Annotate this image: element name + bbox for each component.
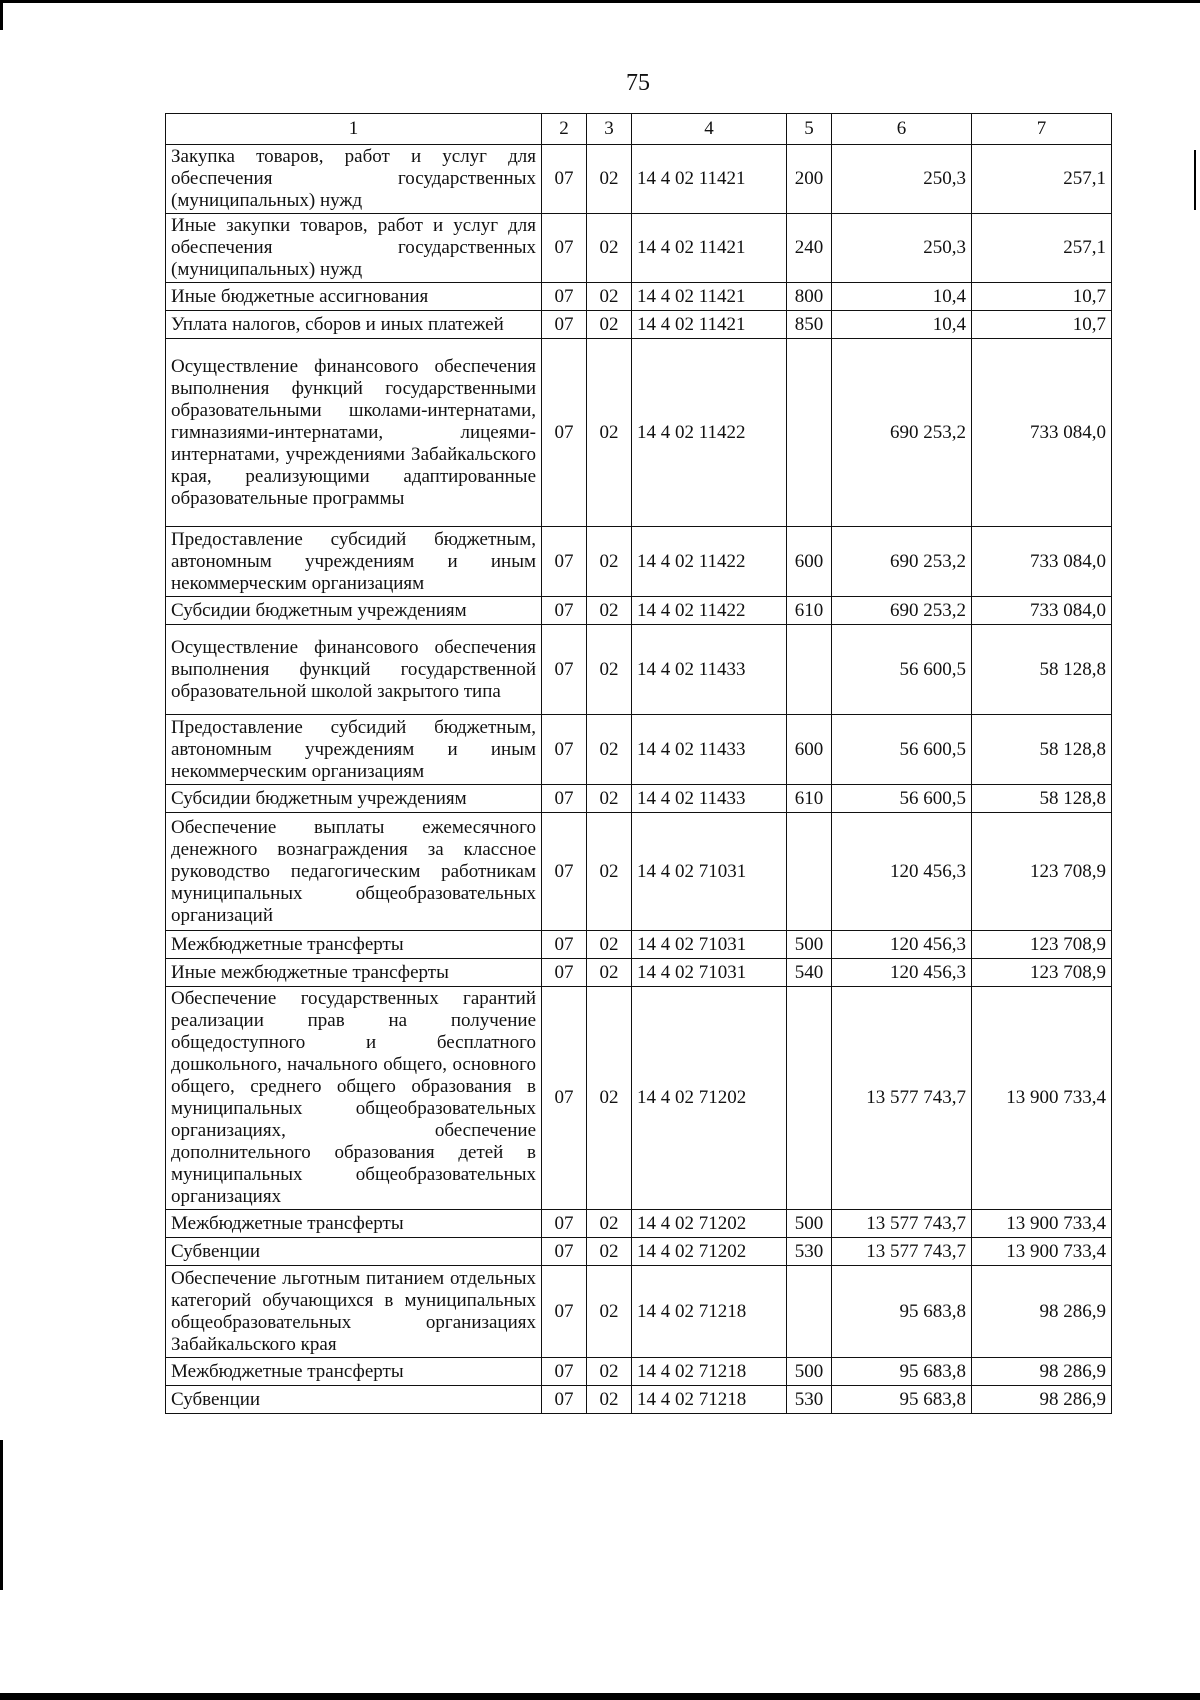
section-code: 07 [542, 625, 587, 715]
row-description: Межбюджетные трансферты [166, 1358, 542, 1386]
target-article-code: 14 4 02 11422 [632, 597, 787, 625]
amount-year-2: 58 128,8 [972, 625, 1112, 715]
section-code: 07 [542, 715, 587, 785]
amount-year-2: 257,1 [972, 214, 1112, 283]
amount-year-2: 257,1 [972, 145, 1112, 214]
amount-year-2: 733 084,0 [972, 339, 1112, 527]
subsection-code: 02 [587, 625, 632, 715]
row-description: Субвенции [166, 1386, 542, 1414]
amount-year-1: 56 600,5 [832, 625, 972, 715]
table-row [166, 1386, 1112, 1414]
amount-year-2: 98 286,9 [972, 1358, 1112, 1386]
amount-year-2: 13 900 733,4 [972, 987, 1112, 1210]
section-code: 07 [542, 785, 587, 813]
row-description: Субсидии бюджетным учреждениям [166, 597, 542, 625]
expense-type-code: 530 [787, 1386, 832, 1414]
row-description: Межбюджетные трансферты [166, 1210, 542, 1238]
subsection-code: 02 [587, 959, 632, 987]
header-row [166, 114, 1112, 145]
scan-edge-top [0, 0, 1200, 3]
amount-year-2: 733 084,0 [972, 527, 1112, 597]
section-code: 07 [542, 1386, 587, 1414]
expense-type-code: 530 [787, 1238, 832, 1266]
amount-year-1: 690 253,2 [832, 597, 972, 625]
expense-type-code: 500 [787, 931, 832, 959]
expense-type-code: 200 [787, 145, 832, 214]
subsection-code: 02 [587, 311, 632, 339]
row-description: Обеспечение льготным питанием отдельных категорий обучающихся в муниципальных общеобразовательных организациях Забайкальского края [166, 1266, 542, 1358]
row-description: Осуществление финансового обеспечения выполнения функций государственными образовательными школами-интернатами, гимназиями-интернатами, лицеями-интернатами, учреждениями Забайкальского края, реализующими адаптированные образовательные программы [166, 339, 542, 527]
row-description: Межбюджетные трансферты [166, 931, 542, 959]
table-row [166, 527, 1112, 597]
subsection-code: 02 [587, 813, 632, 931]
target-article-code: 14 4 02 11421 [632, 283, 787, 311]
section-code: 07 [542, 1358, 587, 1386]
expense-type-code: 600 [787, 715, 832, 785]
subsection-code: 02 [587, 145, 632, 214]
row-description: Иные закупки товаров, работ и услуг для обеспечения государственных (муниципальных) нужд [166, 214, 542, 283]
section-code: 07 [542, 283, 587, 311]
subsection-code: 02 [587, 1238, 632, 1266]
page-number: 75 [626, 70, 650, 96]
scan-edge-right [1194, 150, 1196, 210]
amount-year-1: 690 253,2 [832, 339, 972, 527]
target-article-code: 14 4 02 11433 [632, 785, 787, 813]
amount-year-1: 250,3 [832, 145, 972, 214]
amount-year-1: 120 456,3 [832, 813, 972, 931]
target-article-code: 14 4 02 11422 [632, 339, 787, 527]
amount-year-2: 10,7 [972, 311, 1112, 339]
row-description: Закупка товаров, работ и услуг для обеспечения государственных (муниципальных) нужд [166, 145, 542, 214]
table-row [166, 931, 1112, 959]
header-cell: 6 [832, 114, 972, 145]
target-article-code: 14 4 02 11422 [632, 527, 787, 597]
amount-year-1: 95 683,8 [832, 1386, 972, 1414]
scan-edge-left [0, 0, 3, 30]
subsection-code: 02 [587, 339, 632, 527]
subsection-code: 02 [587, 597, 632, 625]
expense-type-code: 850 [787, 311, 832, 339]
target-article-code: 14 4 02 71218 [632, 1386, 787, 1414]
subsection-code: 02 [587, 715, 632, 785]
row-description: Уплата налогов, сборов и иных платежей [166, 311, 542, 339]
subsection-code: 02 [587, 931, 632, 959]
amount-year-2: 58 128,8 [972, 785, 1112, 813]
amount-year-2: 13 900 733,4 [972, 1238, 1112, 1266]
table-row [166, 1238, 1112, 1266]
amount-year-1: 120 456,3 [832, 959, 972, 987]
header-cell: 5 [787, 114, 832, 145]
table-row [166, 715, 1112, 785]
subsection-code: 02 [587, 785, 632, 813]
expense-type-code: 610 [787, 597, 832, 625]
header-cell: 3 [587, 114, 632, 145]
section-code: 07 [542, 527, 587, 597]
amount-year-2: 13 900 733,4 [972, 1210, 1112, 1238]
amount-year-2: 10,7 [972, 283, 1112, 311]
header-cell: 4 [632, 114, 787, 145]
header-cell: 1 [166, 114, 542, 145]
subsection-code: 02 [587, 1358, 632, 1386]
amount-year-2: 733 084,0 [972, 597, 1112, 625]
table-row [166, 311, 1112, 339]
row-description: Обеспечение выплаты ежемесячного денежного вознаграждения за классное руководство педагогическим работникам муниципальных общеобразовательных организаций [166, 813, 542, 931]
subsection-code: 02 [587, 214, 632, 283]
amount-year-1: 56 600,5 [832, 715, 972, 785]
target-article-code: 14 4 02 11421 [632, 145, 787, 214]
scan-edge-bottom [0, 1693, 1200, 1700]
subsection-code: 02 [587, 987, 632, 1210]
subsection-code: 02 [587, 1210, 632, 1238]
header-cell: 7 [972, 114, 1112, 145]
amount-year-1: 95 683,8 [832, 1266, 972, 1358]
amount-year-1: 13 577 743,7 [832, 1210, 972, 1238]
row-description: Обеспечение государственных гарантий реализации прав на получение общедоступного и бесплатного дошкольного, начального общего, основного общего, среднего общего образования в муниципальных общеобразовательных организациях, обеспечение дополнительного образования детей в муниципальных общеобразовательных организациях [166, 987, 542, 1210]
subsection-code: 02 [587, 283, 632, 311]
target-article-code: 14 4 02 11421 [632, 311, 787, 339]
amount-year-2: 98 286,9 [972, 1386, 1112, 1414]
expense-type-code: 540 [787, 959, 832, 987]
amount-year-2: 58 128,8 [972, 715, 1112, 785]
amount-year-1: 13 577 743,7 [832, 1238, 972, 1266]
expense-type-code [787, 625, 832, 715]
target-article-code: 14 4 02 71218 [632, 1358, 787, 1386]
target-article-code: 14 4 02 11421 [632, 214, 787, 283]
subsection-code: 02 [587, 1386, 632, 1414]
amount-year-1: 56 600,5 [832, 785, 972, 813]
section-code: 07 [542, 1238, 587, 1266]
table-body [166, 145, 1112, 1414]
target-article-code: 14 4 02 71202 [632, 1238, 787, 1266]
target-article-code: 14 4 02 71031 [632, 931, 787, 959]
amount-year-1: 10,4 [832, 311, 972, 339]
section-code: 07 [542, 597, 587, 625]
row-description: Субсидии бюджетным учреждениям [166, 785, 542, 813]
target-article-code: 14 4 02 71218 [632, 1266, 787, 1358]
table-row [166, 959, 1112, 987]
table-row [166, 813, 1112, 931]
table-row [166, 625, 1112, 715]
amount-year-2: 123 708,9 [972, 931, 1112, 959]
target-article-code: 14 4 02 71031 [632, 813, 787, 931]
target-article-code: 14 4 02 11433 [632, 625, 787, 715]
section-code: 07 [542, 1266, 587, 1358]
amount-year-1: 13 577 743,7 [832, 987, 972, 1210]
amount-year-2: 123 708,9 [972, 813, 1112, 931]
expense-type-code [787, 987, 832, 1210]
expense-type-code: 500 [787, 1210, 832, 1238]
section-code: 07 [542, 931, 587, 959]
section-code: 07 [542, 959, 587, 987]
table-row [166, 987, 1112, 1210]
table-row [166, 785, 1112, 813]
amount-year-2: 123 708,9 [972, 959, 1112, 987]
section-code: 07 [542, 1210, 587, 1238]
row-description: Иные бюджетные ассигнования [166, 283, 542, 311]
table-row [166, 145, 1112, 214]
subsection-code: 02 [587, 527, 632, 597]
section-code: 07 [542, 311, 587, 339]
table-row [166, 597, 1112, 625]
section-code: 07 [542, 339, 587, 527]
table-row [166, 339, 1112, 527]
row-description: Предоставление субсидий бюджетным, автономным учреждениям и иным некоммерческим организациям [166, 527, 542, 597]
row-description: Осуществление финансового обеспечения выполнения функций государственной образовательной школой закрытого типа [166, 625, 542, 715]
section-code: 07 [542, 813, 587, 931]
table-row [166, 1210, 1112, 1238]
expense-type-code: 610 [787, 785, 832, 813]
expense-type-code [787, 339, 832, 527]
amount-year-1: 95 683,8 [832, 1358, 972, 1386]
subsection-code: 02 [587, 1266, 632, 1358]
target-article-code: 14 4 02 71202 [632, 1210, 787, 1238]
expense-type-code [787, 1266, 832, 1358]
table-row [166, 1358, 1112, 1386]
row-description: Субвенции [166, 1238, 542, 1266]
row-description: Иные межбюджетные трансферты [166, 959, 542, 987]
amount-year-1: 250,3 [832, 214, 972, 283]
expense-type-code: 600 [787, 527, 832, 597]
budget-table [165, 113, 1112, 1414]
amount-year-1: 10,4 [832, 283, 972, 311]
expense-type-code [787, 813, 832, 931]
expense-type-code: 500 [787, 1358, 832, 1386]
section-code: 07 [542, 987, 587, 1210]
section-code: 07 [542, 214, 587, 283]
table-row [166, 214, 1112, 283]
target-article-code: 14 4 02 11433 [632, 715, 787, 785]
section-code: 07 [542, 145, 587, 214]
row-description: Предоставление субсидий бюджетным, автономным учреждениям и иным некоммерческим организациям [166, 715, 542, 785]
target-article-code: 14 4 02 71202 [632, 987, 787, 1210]
expense-type-code: 240 [787, 214, 832, 283]
header-cell: 2 [542, 114, 587, 145]
amount-year-1: 690 253,2 [832, 527, 972, 597]
amount-year-2: 98 286,9 [972, 1266, 1112, 1358]
expense-type-code: 800 [787, 283, 832, 311]
scan-edge-left-lower [0, 1440, 3, 1590]
table-row [166, 1266, 1112, 1358]
amount-year-1: 120 456,3 [832, 931, 972, 959]
target-article-code: 14 4 02 71031 [632, 959, 787, 987]
table-row [166, 283, 1112, 311]
